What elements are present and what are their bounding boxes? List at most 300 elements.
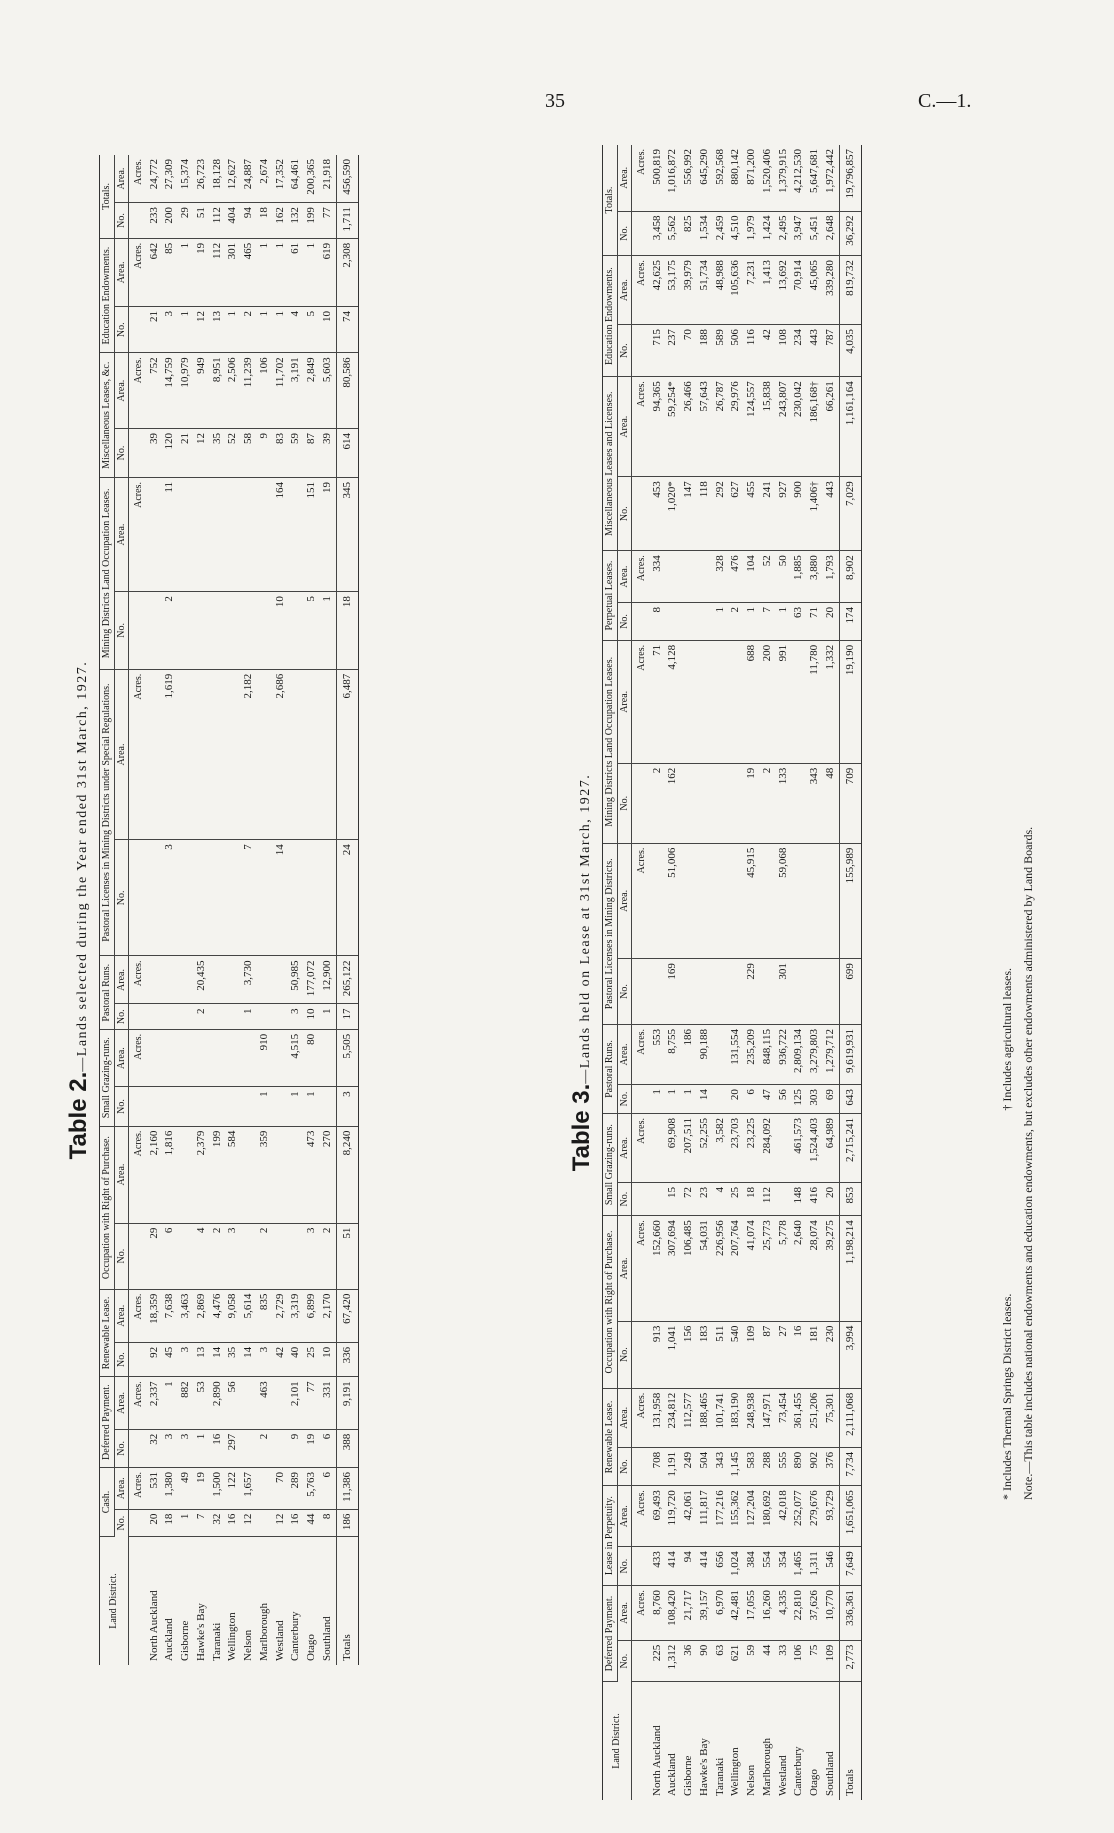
table-cell	[273, 1223, 289, 1289]
table-cell: 151	[304, 478, 320, 592]
totals-cell: 9,191	[336, 1377, 359, 1429]
table-2-group-header: Pastoral Licenses in Mining Districts under Special Regulations.	[100, 669, 115, 956]
table-cell: 715	[650, 325, 666, 377]
table-cell: 230,042	[791, 377, 807, 477]
table-cell	[162, 1029, 178, 1086]
table-cell: 44	[304, 1509, 320, 1536]
table-row	[210, 155, 226, 1665]
table-cell: 5,562	[665, 211, 681, 256]
table-cell: 1	[194, 1429, 210, 1467]
unit-cell	[129, 1004, 147, 1029]
table-cell: 12	[273, 1509, 289, 1536]
table-cell: 13	[210, 307, 226, 353]
table-cell: 4,212,530	[791, 145, 807, 211]
table3-subheader-no: No.	[617, 1547, 632, 1586]
table-cell	[288, 840, 304, 956]
table-cell	[791, 640, 807, 763]
table-cell: 476	[728, 551, 744, 603]
table-cell: 21	[147, 307, 163, 353]
table-cell	[650, 1114, 666, 1183]
table3-subheader-no: No.	[617, 1447, 632, 1485]
table-cell: 4	[288, 307, 304, 353]
table-cell: 63	[713, 1640, 729, 1681]
table-cell: 583	[744, 1447, 760, 1485]
table-cell: 7	[194, 1509, 210, 1536]
table-cell: 235,209	[744, 1024, 760, 1084]
table-cell: 2,648	[823, 211, 839, 256]
table-cell: 109	[823, 1640, 839, 1681]
table-cell: 15,838	[760, 377, 776, 477]
table-cell: 59,254*	[665, 377, 681, 477]
table3-subheader-area: Area.	[617, 1486, 632, 1547]
table-cell: 3,582	[713, 1114, 729, 1183]
table-cell	[162, 1004, 178, 1029]
table-cell: 1,465	[791, 1547, 807, 1586]
table-cell: 17,055	[744, 1586, 760, 1641]
table-cell: 3,730	[241, 956, 257, 1004]
table-cell: 18,128	[210, 155, 226, 203]
table-cell: 51,006	[665, 843, 681, 959]
table3-subheader-area: Area.	[617, 1114, 632, 1183]
table-cell: 39	[320, 428, 336, 477]
table-cell	[681, 843, 697, 959]
table-cell: 49	[178, 1468, 194, 1510]
table-cell: 4,476	[210, 1289, 226, 1342]
table-cell	[304, 669, 320, 840]
table-cell	[225, 1029, 241, 1086]
table-cell: 44	[760, 1640, 776, 1681]
footnote-star: * Includes Thermal Springs District leases.	[1000, 1293, 1014, 1500]
district-name: Wellington	[729, 1747, 742, 1796]
unit-cell: Acres.	[129, 478, 147, 592]
table-cell: 37,626	[807, 1586, 823, 1641]
table-cell: 188,465	[697, 1388, 713, 1447]
district-name: Auckland	[666, 1753, 679, 1796]
table-cell: 656	[713, 1547, 729, 1586]
table-cell: 21,918	[320, 155, 336, 203]
table-cell	[681, 763, 697, 843]
table-cell	[273, 1429, 289, 1467]
table-cell: 1,406†	[807, 477, 823, 551]
table-cell: 16	[288, 1509, 304, 1536]
table-cell: 1,534	[697, 211, 713, 256]
table-cell: 910	[257, 1029, 273, 1086]
table-cell: 339,280	[823, 256, 839, 325]
table-cell: 70	[273, 1468, 289, 1510]
table-cell: 555	[776, 1447, 792, 1485]
unit-cell: Acres.	[632, 843, 650, 959]
totals-cell: 853	[839, 1183, 862, 1216]
table-cell: 64,989	[823, 1114, 839, 1183]
district-name: Nelson	[745, 1764, 757, 1796]
table-cell	[713, 1024, 729, 1084]
table-cell: 15,374	[178, 155, 194, 203]
table-cell: 3	[162, 840, 178, 956]
table-cell: 20,435	[194, 956, 210, 1004]
table-3-group-header: Education Endowments.	[603, 256, 618, 377]
table-cell: 69,908	[665, 1114, 681, 1183]
table-cell: 58	[241, 428, 257, 477]
table-cell	[210, 840, 226, 956]
table-cell: 241	[760, 477, 776, 551]
table-cell: 1	[320, 1004, 336, 1029]
table-cell: 16	[210, 1429, 226, 1467]
unit-cell	[632, 1682, 650, 1801]
totals-cell: 74	[336, 307, 359, 353]
table-cell: 1,332	[823, 640, 839, 763]
table-cell	[210, 1004, 226, 1029]
table-cell: 70	[681, 325, 697, 377]
table-cell: 45,915	[744, 843, 760, 959]
unit-cell: Acres.	[632, 256, 650, 325]
table-cell	[194, 840, 210, 956]
totals-cell: 699	[839, 959, 862, 1025]
unit-cell	[129, 840, 147, 956]
table-cell: 592,568	[713, 145, 729, 211]
table-cell	[162, 956, 178, 1004]
totals-cell: 388	[336, 1429, 359, 1467]
table-cell: 90	[697, 1640, 713, 1681]
district-name: North Auckland	[650, 1725, 663, 1796]
table-cell: 453	[650, 477, 666, 551]
table-cell: 70,914	[791, 256, 807, 325]
table-cell: 131,958	[650, 1388, 666, 1447]
table-cell: 7	[241, 840, 257, 956]
table-cell: 12	[241, 1509, 257, 1536]
table-cell: 3	[304, 1223, 320, 1289]
totals-cell: 80,586	[336, 353, 359, 429]
table-3-group-header: Mining Districts Land Occupation Leases.	[603, 640, 618, 843]
table-cell: 230	[823, 1321, 839, 1388]
table-cell: 39,157	[697, 1586, 713, 1641]
table-cell: 118	[697, 477, 713, 551]
table-cell: 11	[162, 478, 178, 592]
table-cell: 20	[728, 1085, 744, 1114]
totals-cell: 36,292	[839, 211, 862, 256]
table-cell: 913	[650, 1321, 666, 1388]
table-cell: 1,379,915	[776, 145, 792, 211]
unit-cell: Acres.	[129, 1029, 147, 1086]
table-cell: 148	[791, 1183, 807, 1216]
totals-cell: 2,111,068	[839, 1388, 862, 1447]
table-2-group-header: Mining Districts Land Occupation Leases.	[100, 478, 115, 670]
table-cell	[273, 956, 289, 1004]
table2-subheader-no: No.	[114, 428, 129, 477]
table-cell: 284,092	[760, 1114, 776, 1183]
district-name: Otago	[808, 1769, 820, 1796]
table-cell: 20	[147, 1509, 163, 1536]
table2-totals-row	[336, 155, 359, 1665]
table-cell: 1	[162, 1377, 178, 1429]
totals-cell: 4,035	[839, 325, 862, 377]
table-cell: 5	[304, 592, 320, 670]
table-cell: 1	[288, 1087, 304, 1126]
table-cell: 1	[225, 307, 241, 353]
table-cell	[728, 763, 744, 843]
unit-cell	[129, 307, 147, 353]
table-cell: 1	[257, 1087, 273, 1126]
totals-cell: 186	[336, 1509, 359, 1536]
table-cell: 132	[288, 203, 304, 239]
table-cell	[257, 592, 273, 670]
table-cell: 199	[304, 203, 320, 239]
totals-cell: 174	[839, 603, 862, 641]
page-reference: C.—1.	[918, 90, 972, 112]
table-cell: 433	[650, 1547, 666, 1586]
table-row	[776, 145, 792, 1800]
table-cell: 5,614	[241, 1289, 257, 1342]
table-cell: 47	[760, 1085, 776, 1114]
table3-subheader-area: Area.	[617, 1388, 632, 1447]
table-cell: 3,319	[288, 1289, 304, 1342]
table-2-group-header: Pastoral Runs.	[100, 956, 115, 1029]
district-name: Wellington	[226, 1612, 239, 1661]
table-cell: 6	[744, 1085, 760, 1114]
table-cell: 164	[273, 478, 289, 592]
unit-cell: Acres.	[632, 145, 650, 211]
totals-cell: 8,902	[839, 551, 862, 603]
page-number: 35	[545, 90, 565, 112]
table-cell: 825	[681, 211, 697, 256]
table-cell	[241, 1429, 257, 1467]
table-3	[602, 145, 862, 1800]
table-cell: 882	[178, 1377, 194, 1429]
table-cell: 1,279,712	[823, 1024, 839, 1084]
table-cell	[257, 956, 273, 1004]
table3-subheader-no: No.	[617, 325, 632, 377]
table-cell: 169	[665, 959, 681, 1025]
table-cell	[225, 1004, 241, 1029]
table-cell: 991	[776, 640, 792, 763]
table-cell: 101,741	[713, 1388, 729, 1447]
table-cell	[713, 843, 729, 959]
table-cell: 131,554	[728, 1024, 744, 1084]
table-cell: 752	[147, 353, 163, 429]
table-cell: 443	[807, 325, 823, 377]
table-cell: 57,643	[697, 377, 713, 477]
table-2-group-header: Renewable Lease.	[100, 1289, 115, 1377]
table-cell	[760, 843, 776, 959]
district-name: Otago	[305, 1634, 317, 1661]
unit-cell: Acres.	[632, 1586, 650, 1641]
table-cell: 248,938	[744, 1388, 760, 1447]
table-cell: 1	[665, 1085, 681, 1114]
table-row	[304, 155, 320, 1665]
table-row	[194, 155, 210, 1665]
table-row	[147, 155, 163, 1665]
table-cell: 251,206	[807, 1388, 823, 1447]
table-cell: 556,992	[681, 145, 697, 211]
table-cell	[178, 1126, 194, 1223]
table-cell: 27	[776, 1321, 792, 1388]
table-cell: 32	[147, 1429, 163, 1467]
table-cell	[225, 840, 241, 956]
totals-cell: 643	[839, 1085, 862, 1114]
table-cell: 69,493	[650, 1486, 666, 1547]
table-cell: 106,485	[681, 1216, 697, 1321]
table-cell: 18	[162, 1509, 178, 1536]
table-cell: 56	[776, 1085, 792, 1114]
table-cell: 6	[320, 1468, 336, 1510]
table-cell: 1,380	[162, 1468, 178, 1510]
unit-cell	[632, 325, 650, 377]
table2-subheader-area: Area.	[114, 478, 129, 592]
table-cell: 2	[194, 1004, 210, 1029]
district-name: Canterbury	[792, 1746, 805, 1796]
table-cell: 104	[744, 551, 760, 603]
table-cell: 207,764	[728, 1216, 744, 1321]
table-cell: 553	[650, 1024, 666, 1084]
table-cell: 2	[162, 592, 178, 670]
table-cell: 39	[147, 428, 163, 477]
table-cell: 42	[273, 1342, 289, 1377]
unit-cell	[632, 603, 650, 641]
table-cell	[791, 843, 807, 959]
totals-cell: 1,711	[336, 203, 359, 239]
table-cell: 1	[650, 1085, 666, 1114]
table-cell: 35	[225, 1342, 241, 1377]
table-cell: 1,619	[162, 669, 178, 840]
table-3-group-header: Lease in Perpetuity.	[603, 1486, 618, 1586]
table-cell: 42	[760, 325, 776, 377]
table-cell: 186,168†	[807, 377, 823, 477]
table-cell: 83	[273, 428, 289, 477]
table3-subheader-no: No.	[617, 1640, 632, 1681]
table-cell: 25	[728, 1183, 744, 1216]
totals-cell: 265,122	[336, 956, 359, 1004]
table-cell	[650, 843, 666, 959]
unit-cell	[632, 1085, 650, 1114]
totals-cell: 11,386	[336, 1468, 359, 1510]
table-cell	[178, 1004, 194, 1029]
table-row	[823, 145, 839, 1800]
table2-subheader-no: No.	[114, 1509, 129, 1536]
table-cell: 4	[713, 1183, 729, 1216]
table-cell: 11,780	[807, 640, 823, 763]
unit-cell	[632, 1321, 650, 1388]
table-cell: 40	[288, 1342, 304, 1377]
table-cell: 29	[147, 1223, 163, 1289]
table-cell: 11,239	[241, 353, 257, 429]
unit-cell	[632, 763, 650, 843]
district-name: Canterbury	[289, 1611, 302, 1661]
table-cell: 546	[823, 1547, 839, 1586]
district-name: Gisborne	[682, 1755, 694, 1796]
table-row	[681, 145, 697, 1800]
totals-cell: 819,732	[839, 256, 862, 325]
table-cell: 177,072	[304, 956, 320, 1004]
table-cell	[807, 843, 823, 959]
table-cell: 2	[210, 1223, 226, 1289]
table-cell	[791, 763, 807, 843]
district-name: Gisborne	[179, 1620, 191, 1661]
table-cell	[728, 843, 744, 959]
table-cell: 243,807	[776, 377, 792, 477]
table-row	[178, 155, 194, 1665]
table-cell: 1,024	[728, 1547, 744, 1586]
table-cell	[288, 478, 304, 592]
table-cell: 1,145	[728, 1447, 744, 1485]
table-3-group-header: Totals.	[603, 145, 618, 256]
table-cell: 85	[162, 238, 178, 306]
table-cell: 3,463	[178, 1289, 194, 1342]
table-cell: 10	[320, 307, 336, 353]
table-cell	[178, 840, 194, 956]
table-cell: 42,061	[681, 1486, 697, 1547]
table-cell: 24,772	[147, 155, 163, 203]
table-cell: 8,951	[210, 353, 226, 429]
unit-cell	[129, 1537, 147, 1666]
table-cell: 927	[776, 477, 792, 551]
table-cell: 23	[697, 1183, 713, 1216]
district-name: Marlborough	[760, 1737, 773, 1796]
table3-subheader-area: Area.	[617, 1586, 632, 1641]
table-cell: 16	[791, 1321, 807, 1388]
table-cell: 188	[697, 325, 713, 377]
table-row	[225, 155, 241, 1665]
table-cell	[681, 959, 697, 1025]
table-cell	[665, 603, 681, 641]
unit-cell: Acres.	[129, 353, 147, 429]
table-cell: 162	[273, 203, 289, 239]
table-cell: 20	[823, 603, 839, 641]
table-cell: 226,956	[713, 1216, 729, 1321]
table-cell: 902	[807, 1447, 823, 1485]
table-cell: 303	[807, 1085, 823, 1114]
table-cell: 3,880	[807, 551, 823, 603]
table-cell: 29	[178, 203, 194, 239]
table-cell: 225	[650, 1640, 666, 1681]
table-cell: 1,191	[665, 1447, 681, 1485]
totals-cell: 19,796,857	[839, 145, 862, 211]
table-cell: 112	[760, 1183, 776, 1216]
table-cell	[178, 478, 194, 592]
table-cell: 1,657	[241, 1468, 257, 1510]
table-cell	[194, 478, 210, 592]
table-cell: 41,074	[744, 1216, 760, 1321]
table-cell: 24,887	[241, 155, 257, 203]
table-cell: 7,638	[162, 1289, 178, 1342]
table-cell: 229	[744, 959, 760, 1025]
table-cell: 1	[681, 1085, 697, 1114]
table-cell: 10	[320, 1342, 336, 1377]
unit-cell: Acres.	[632, 1486, 650, 1547]
totals-label: Totals	[336, 1537, 359, 1666]
table-cell: 73,454	[776, 1388, 792, 1447]
table-cell: 20	[823, 1183, 839, 1216]
table-cell: 787	[823, 325, 839, 377]
table-row	[728, 145, 744, 1800]
table-cell: 93,729	[823, 1486, 839, 1547]
table-cell	[241, 1087, 257, 1126]
table-row	[650, 145, 666, 1800]
totals-cell: 614	[336, 428, 359, 477]
table-row	[760, 145, 776, 1800]
table-cell: 69	[823, 1085, 839, 1114]
table-cell	[760, 959, 776, 1025]
table-cell	[147, 956, 163, 1004]
table-cell: 21	[178, 428, 194, 477]
table-cell: 71	[650, 640, 666, 763]
unit-cell	[632, 959, 650, 1025]
table-cell: 87	[304, 428, 320, 477]
table-cell	[273, 1087, 289, 1126]
table-cell: 554	[760, 1547, 776, 1586]
table2-subheader-no: No.	[114, 1087, 129, 1126]
table-cell	[257, 1509, 273, 1536]
table-cell: 6,899	[304, 1289, 320, 1342]
table-cell	[273, 1004, 289, 1029]
